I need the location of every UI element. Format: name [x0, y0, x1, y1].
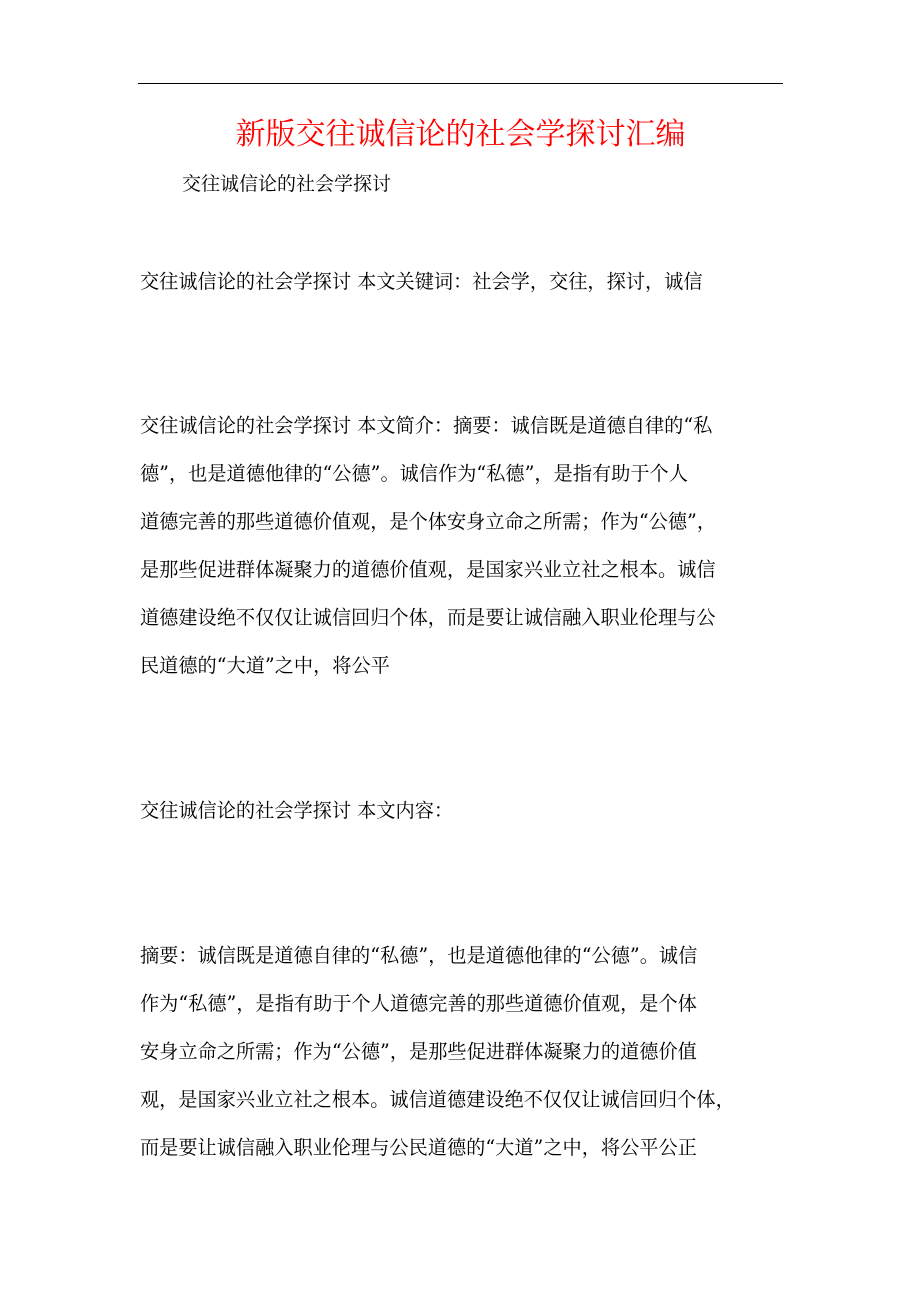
document-title: 新版交往诚信论的社会学探讨汇编: [235, 117, 686, 152]
abstract-line: 观，是国家兴业立社之根本。诚信道德建设绝不仅仅让诚信回归个体，: [140, 1088, 735, 1111]
document-subtitle: 交往诚信论的社会学探讨: [182, 173, 392, 195]
summary-paragraph: [140, 402, 785, 690]
abstract-line: 而是要让诚信融入职业伦理与公民道德的“大道”之中，将公平公正: [140, 1136, 697, 1159]
content-heading: 交往诚信论的社会学探讨 本文内容：: [140, 799, 454, 822]
summary-line: 民道德的“大道”之中，将公平: [140, 654, 390, 677]
keywords-line: 交往诚信论的社会学探讨 本文关键词：社会学，交往，探讨，诚信: [140, 270, 703, 293]
summary-line: 是那些促进群体凝聚力的道德价值观，是国家兴业立社之根本。诚信: [140, 558, 716, 581]
abstract-line: 安身立命之所需；作为“公德”，是那些促进群体凝聚力的道德价值: [140, 1040, 697, 1063]
summary-line: 道德完善的那些道德价值观，是个体安身立命之所需；作为“公德”，: [140, 510, 717, 533]
abstract-line: 摘要：诚信既是道德自律的“私德”，也是道德他律的“公德”。诚信: [140, 944, 698, 967]
summary-line: 德”，也是道德他律的“公德”。诚信作为“私德”，是指有助于个人: [140, 462, 688, 485]
header-rule: [138, 83, 783, 84]
abstract-line: 作为“私德”，是指有助于个人道德完善的那些道德价值观，是个体: [140, 992, 697, 1015]
abstract-paragraph: [140, 932, 785, 1172]
content-heading-paragraph: [140, 787, 785, 835]
summary-line: 道德建设绝不仅仅让诚信回归个体，而是要让诚信融入职业伦理与公: [140, 606, 716, 629]
keywords-paragraph: [140, 258, 785, 306]
summary-line: 交往诚信论的社会学探讨 本文简介：摘要：诚信既是道德自律的“私: [140, 414, 713, 437]
